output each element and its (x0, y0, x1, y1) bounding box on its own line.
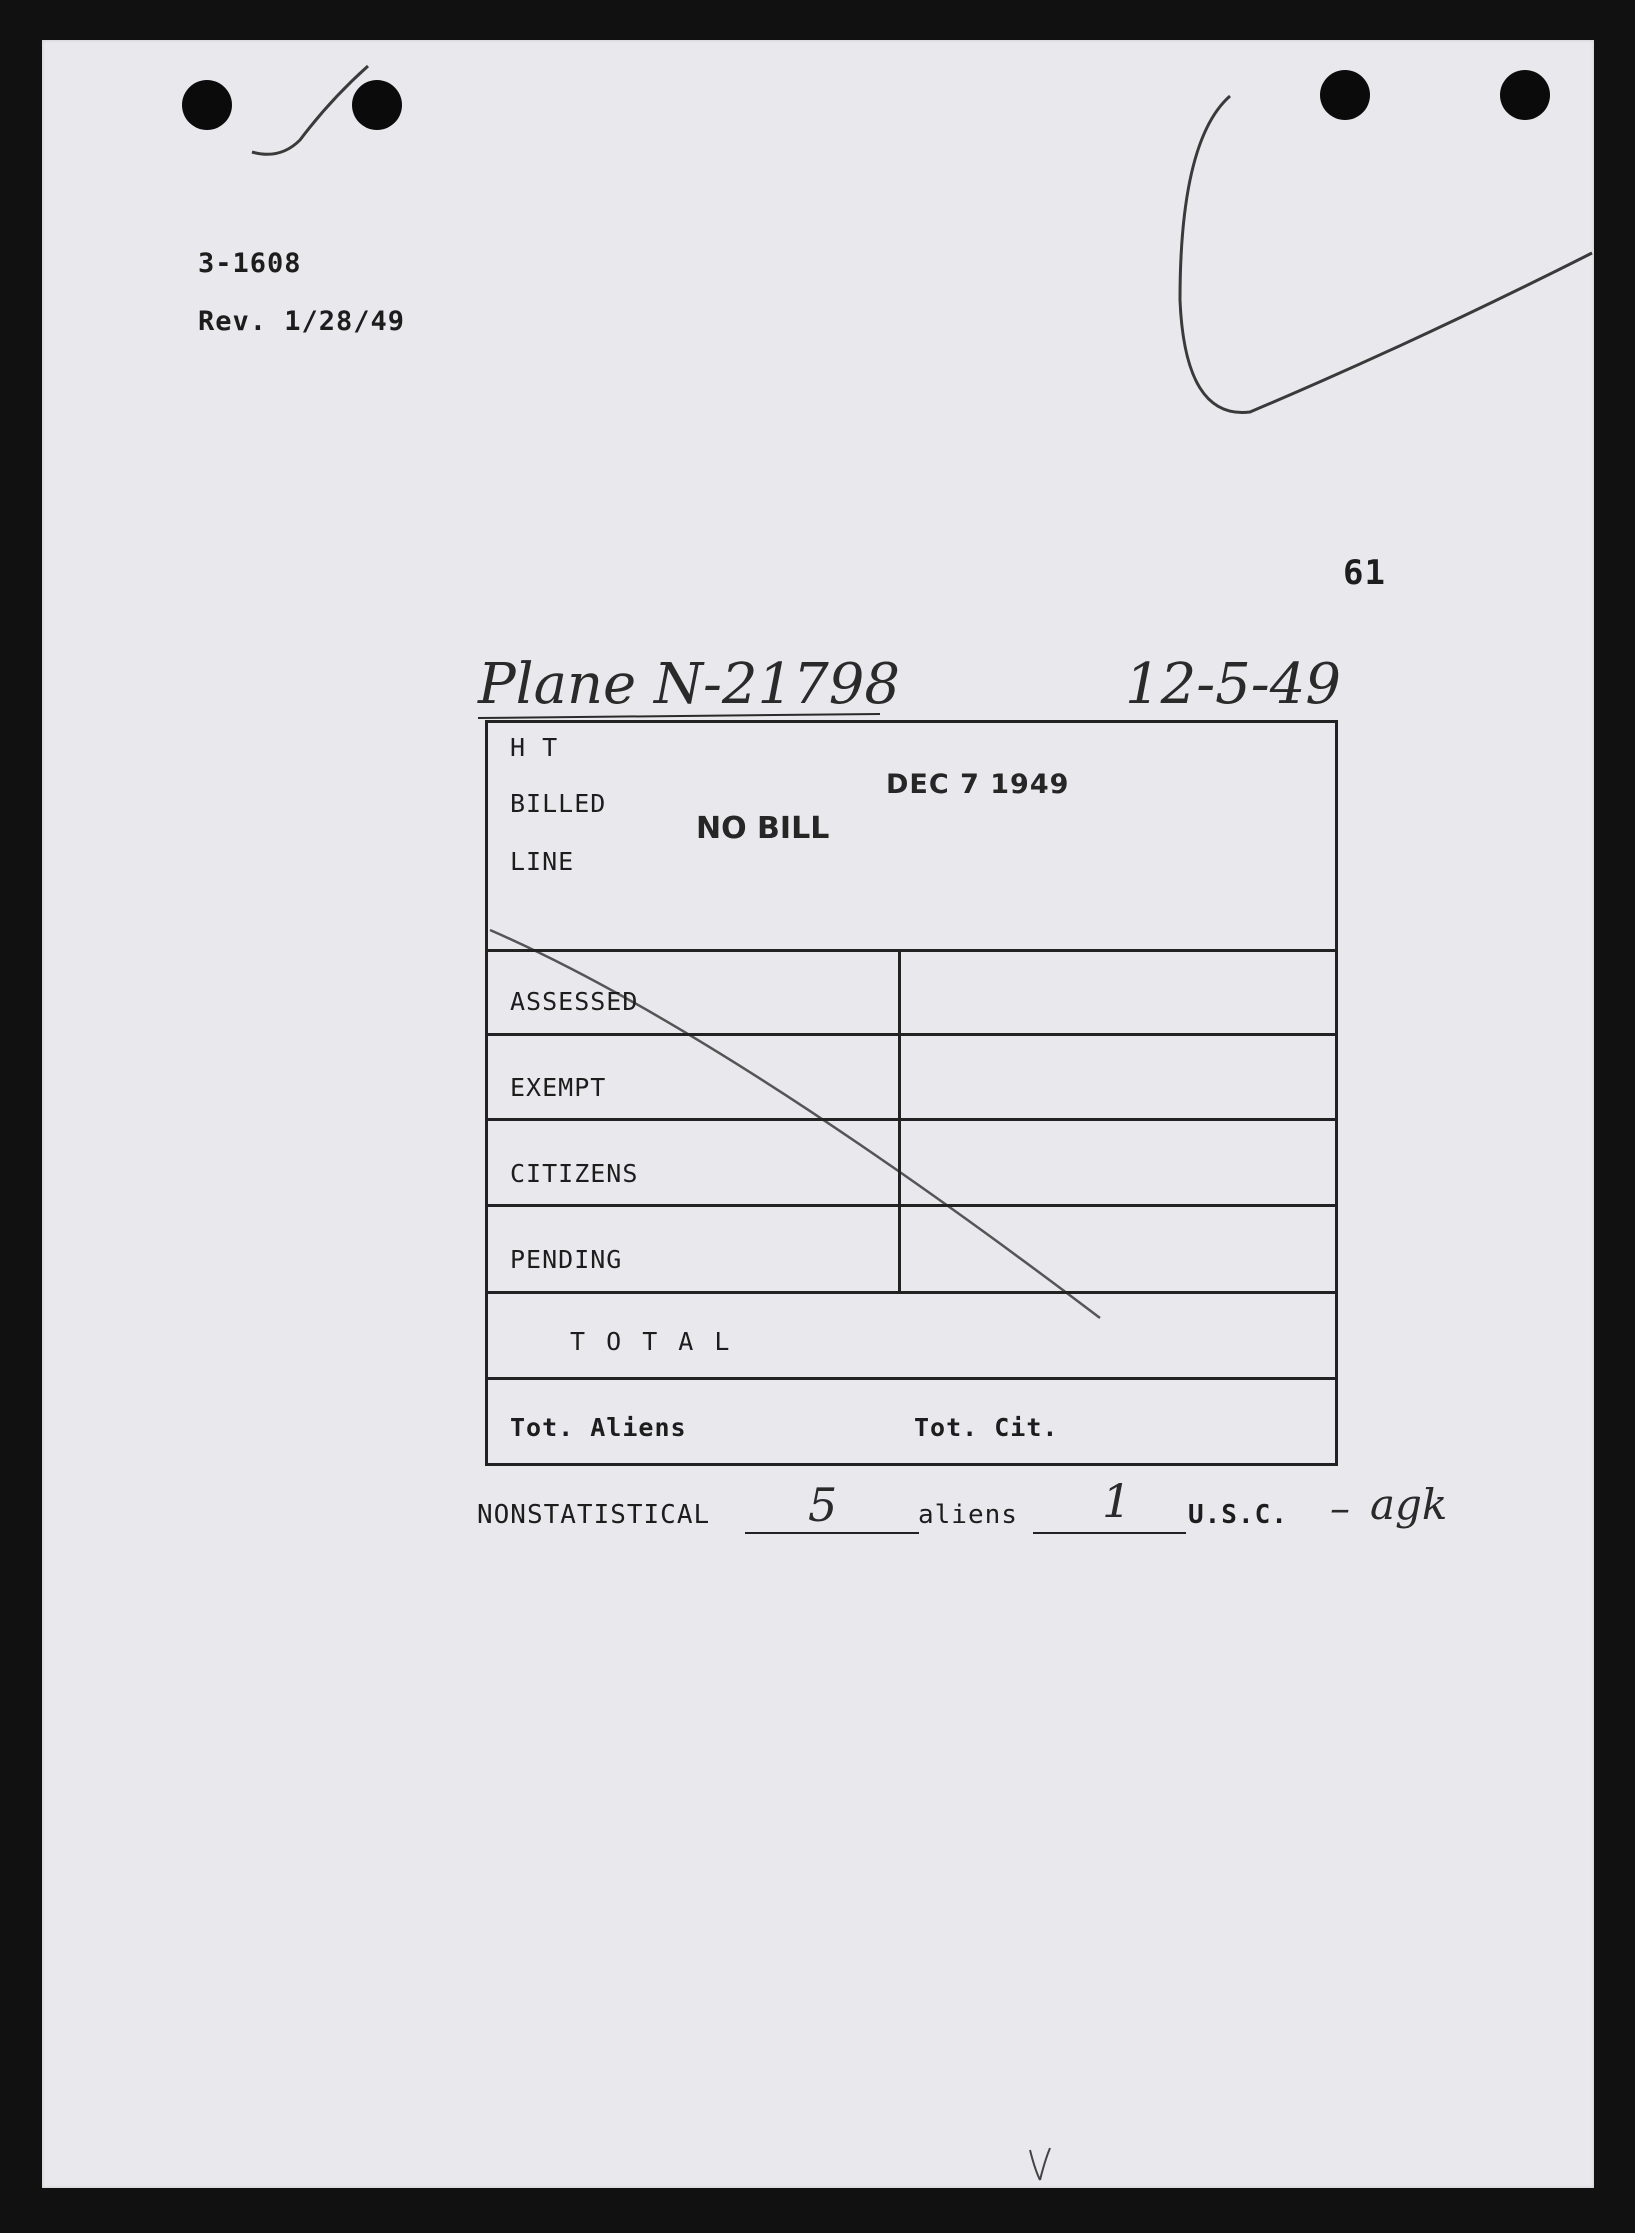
aliens-blank (745, 1532, 919, 1534)
initials-dash: – (1330, 1486, 1350, 1532)
table-divider (488, 1377, 1335, 1380)
label-line: LINE (510, 847, 575, 876)
handwritten-date: 12-5-49 (1125, 652, 1341, 717)
table-divider (488, 1033, 1335, 1036)
curve-mark-icon (1180, 96, 1592, 413)
usc-value: 1 (1102, 1474, 1132, 1528)
handwritten-plane: Plane N-21798 (478, 652, 901, 717)
form-revision: Rev. 1/28/49 (198, 306, 406, 337)
tick-mark-icon (1030, 2148, 1050, 2180)
tot-aliens-label: Tot. Aliens (510, 1413, 687, 1442)
label-ht: H T (510, 733, 559, 762)
check-mark-icon (252, 66, 368, 154)
label-billed: BILLED (510, 789, 607, 818)
tot-cit-label: Tot. Cit. (914, 1413, 1059, 1442)
row-assessed: ASSESSED (510, 987, 639, 1016)
form-number: 3-1608 (198, 248, 302, 279)
row-citizens: CITIZENS (510, 1159, 639, 1188)
aliens-label: aliens (918, 1500, 1018, 1530)
no-bill-stamp: NO BILL (696, 811, 830, 846)
row-pending: PENDING (510, 1245, 623, 1274)
table-divider (488, 1118, 1335, 1121)
usc-label: U.S.C. (1188, 1500, 1288, 1530)
form-table (485, 720, 1338, 1466)
table-column-divider (898, 949, 901, 1291)
nonstatistical-label: NONSTATISTICAL (477, 1500, 711, 1530)
date-stamp: DEC 7 1949 (886, 769, 1070, 800)
handwritten-initials: agk (1370, 1480, 1448, 1529)
table-divider (488, 1291, 1335, 1294)
page-number: 61 (1343, 553, 1386, 593)
aliens-value: 5 (808, 1478, 838, 1532)
table-divider (488, 949, 1335, 952)
usc-blank (1033, 1532, 1186, 1534)
table-divider (488, 1204, 1335, 1207)
total-label: T O T A L (570, 1327, 733, 1356)
row-exempt: EXEMPT (510, 1073, 607, 1102)
